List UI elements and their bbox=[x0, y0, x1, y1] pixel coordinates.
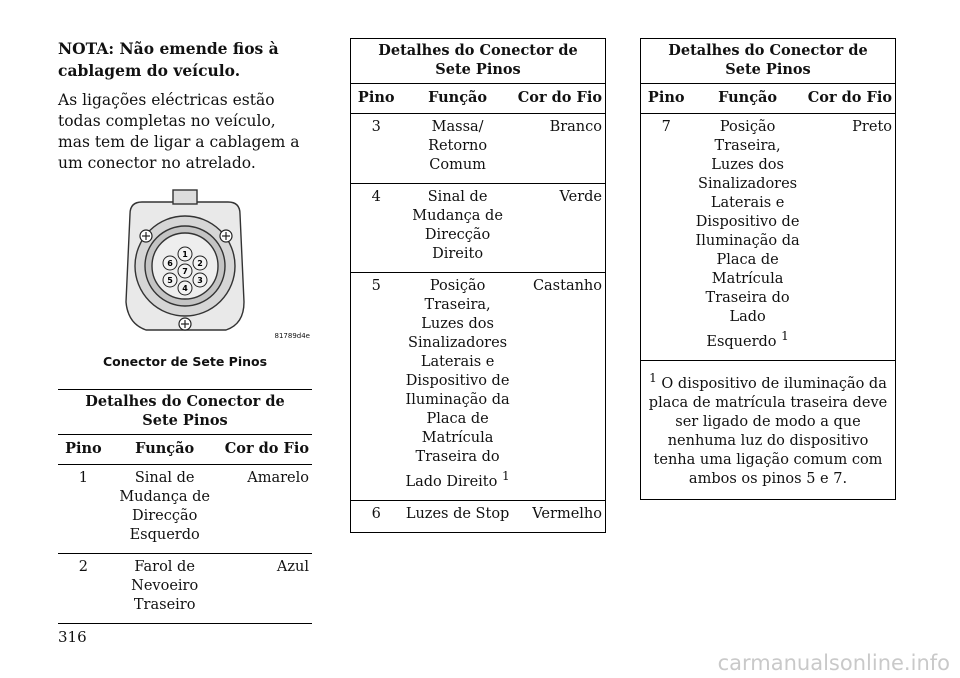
pin-4-label: 4 bbox=[182, 284, 188, 293]
header-funcao: Função bbox=[109, 435, 221, 465]
note-text: NOTA: Não emende fios à cablagem do veículo. bbox=[58, 39, 279, 80]
pin-1-label: 1 bbox=[182, 250, 188, 259]
column-1 bbox=[58, 38, 312, 624]
pin-3-label: 3 bbox=[197, 276, 203, 285]
header-pino: Pino bbox=[58, 435, 109, 465]
table-title: Detalhes do Conector de Sete Pinos bbox=[58, 390, 312, 435]
pin-6-label: 6 bbox=[167, 259, 173, 268]
pin-number: 5 bbox=[351, 273, 402, 501]
table-row bbox=[351, 114, 606, 184]
wire-color: Azul bbox=[221, 554, 312, 624]
seven-pin-connector-illustration bbox=[58, 184, 312, 352]
footnote-marker: 1 bbox=[501, 469, 510, 483]
wire-color: Amarelo bbox=[221, 465, 312, 554]
table-title: Detalhes do Conector de Sete Pinos bbox=[351, 39, 606, 84]
wire-color: Verde bbox=[514, 184, 606, 273]
pin-function-text: Posição Traseira, Luzes dos Sinalizadores Laterais e Dispositivo de Iluminação da Placa de Matrícula Traseira do Lado Direito bbox=[405, 278, 510, 490]
column-3 bbox=[640, 38, 896, 500]
connector-table-2 bbox=[350, 38, 606, 533]
figure-caption: Conector de Sete Pinos bbox=[102, 354, 268, 369]
pin-function bbox=[402, 273, 514, 501]
wire-color: Vermelho bbox=[514, 500, 606, 532]
connector-figure bbox=[58, 184, 312, 352]
intro-paragraph: As ligações eléctricas estão todas completas no veículo, mas tem de ligar a cablagem a um conector no atrelado. bbox=[58, 91, 300, 172]
wire-color: Branco bbox=[514, 114, 606, 184]
table-title: Detalhes do Conector de Sete Pinos bbox=[641, 39, 896, 84]
pin-number: 6 bbox=[351, 500, 402, 532]
pin-number: 4 bbox=[351, 184, 402, 273]
header-cor: Cor do Fio bbox=[804, 84, 896, 114]
header-cor: Cor do Fio bbox=[514, 84, 606, 114]
footnote-mark: 1 bbox=[649, 370, 657, 385]
pin-5-label: 5 bbox=[167, 276, 173, 285]
header-pino: Pino bbox=[641, 84, 692, 114]
pin-7-label: 7 bbox=[182, 267, 188, 276]
pin-function: Sinal de Mudança de Direcção Esquerdo bbox=[109, 465, 221, 554]
wire-color: Castanho bbox=[514, 273, 606, 501]
header-pino: Pino bbox=[351, 84, 402, 114]
pin-function bbox=[692, 114, 804, 361]
pin-2-label: 2 bbox=[197, 259, 203, 268]
watermark: carmanualsonline.info bbox=[717, 651, 950, 675]
table-row bbox=[351, 184, 606, 273]
pin-function: Massa/ Retorno Comum bbox=[402, 114, 514, 184]
pin-function: Luzes de Stop bbox=[402, 500, 514, 532]
footnote-marker: 1 bbox=[781, 329, 789, 343]
wire-color: Preto bbox=[804, 114, 896, 361]
pin-number: 2 bbox=[58, 554, 109, 624]
footnote-text: O dispositivo de iluminação da placa de matrícula traseira deve ser ligado de modo a que nenhuma luz do dispositivo tenha uma ligação comum com ambos os pinos 5 e 7. bbox=[648, 375, 888, 487]
pin-number: 7 bbox=[641, 114, 692, 361]
connector-table-1 bbox=[58, 389, 312, 624]
table-row bbox=[58, 465, 312, 554]
table-row bbox=[58, 554, 312, 624]
table-footnote bbox=[641, 360, 896, 499]
page-number: 316 bbox=[58, 628, 87, 646]
pin-number: 3 bbox=[351, 114, 402, 184]
header-cor: Cor do Fio bbox=[221, 435, 312, 465]
column-2 bbox=[350, 38, 606, 533]
table-row bbox=[351, 500, 606, 532]
header-funcao: Função bbox=[402, 84, 514, 114]
connector-table-3 bbox=[640, 38, 896, 500]
header-funcao: Função bbox=[692, 84, 804, 114]
pin-function: Sinal de Mudança de Direcção Direito bbox=[402, 184, 514, 273]
pin-number: 1 bbox=[58, 465, 109, 554]
table-row bbox=[641, 114, 896, 361]
pin-function-text: Posição Traseira, Luzes dos Sinalizadores Laterais e Dispositivo de Iluminação da Placa de Matrícula Traseira do Lado Esquerdo bbox=[695, 119, 800, 350]
pin-function: Farol de Nevoeiro Traseiro bbox=[109, 554, 221, 624]
figure-code: 81789d4e bbox=[274, 332, 310, 340]
table-row bbox=[351, 273, 606, 501]
